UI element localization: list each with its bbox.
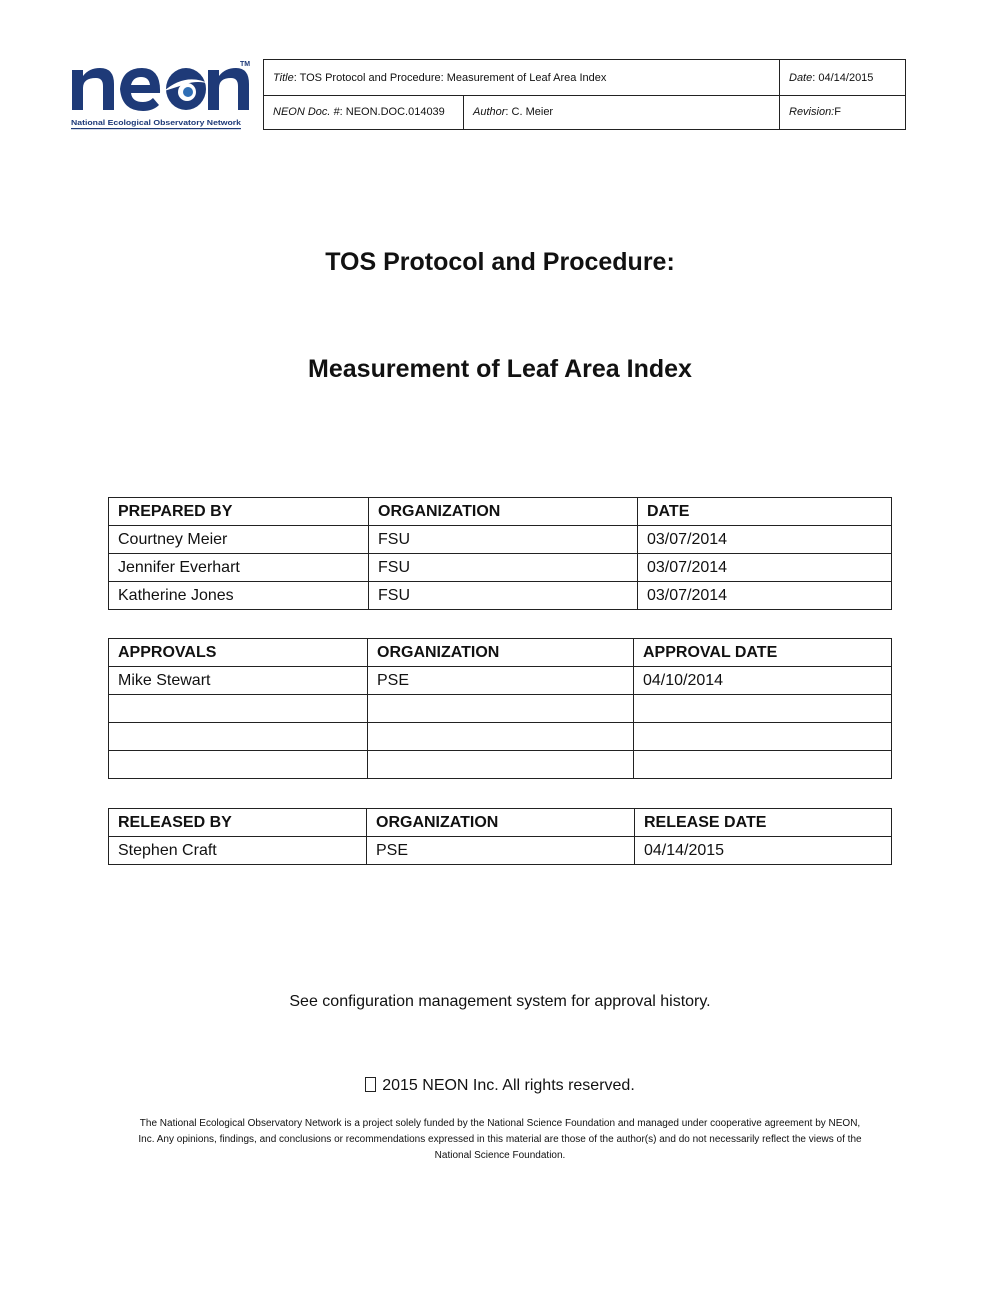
approver-name: [109, 751, 368, 779]
logo-eye-pupil: [183, 87, 193, 97]
header-row-doc: [264, 95, 905, 129]
table-row: [109, 695, 892, 723]
releaser-name: Stephen Craft: [109, 837, 367, 865]
table-row: [109, 554, 892, 582]
logo-letter-e: [120, 68, 160, 111]
header-date-value: : 04/14/2015: [812, 71, 874, 84]
logo-tagline: National Ecological Observatory Network: [71, 118, 242, 127]
table-row: [109, 723, 892, 751]
table-header-row: [109, 498, 892, 526]
header-author-label: Author: [473, 106, 506, 118]
table-row: [109, 837, 892, 865]
header-row-title: [264, 60, 905, 96]
preparer-name: Jennifer Everhart: [109, 554, 369, 582]
releaser-organization: PSE: [367, 837, 635, 865]
approver-organization: [368, 751, 634, 779]
approver-organization: PSE: [368, 667, 634, 695]
table-row: [109, 582, 892, 610]
column-header: ORGANIZATION: [369, 498, 638, 526]
logo-letter-n1: [72, 68, 114, 110]
approver-organization: [368, 695, 634, 723]
preparer-date: 03/07/2014: [638, 554, 892, 582]
header-title-cell: [264, 60, 780, 95]
preparer-date: 03/07/2014: [638, 582, 892, 610]
approver-name: Mike Stewart: [109, 667, 368, 695]
header-revision-label: Revision:: [789, 106, 835, 118]
header-title-label: Title: [273, 71, 294, 84]
column-header: APPROVAL DATE: [634, 639, 892, 667]
table-header-row: [109, 639, 892, 667]
header-revision-value: F: [834, 106, 841, 118]
header-title-value: : TOS Protocol and Procedure: Measurement of Leaf Area Index: [293, 71, 607, 84]
column-header: RELEASE DATE: [635, 809, 892, 837]
table-header-row: [109, 809, 892, 837]
approval-date: 04/10/2014: [634, 667, 892, 695]
approval-date: [634, 751, 892, 779]
preparer-organization: FSU: [369, 554, 638, 582]
header-doc-value: : NEON.DOC.014039: [339, 106, 445, 118]
preparer-organization: FSU: [369, 526, 638, 554]
preparer-date: 03/07/2014: [638, 526, 892, 554]
column-header: APPROVALS: [109, 639, 368, 667]
disclaimer-line: Inc. Any opinions, findings, and conclusions or recommendations expressed in this material are those of the author(s) and do not necessarily reflect the views of the: [138, 1134, 862, 1145]
column-header: DATE: [638, 498, 892, 526]
neon-logo: [70, 58, 250, 132]
approval-date: [634, 723, 892, 751]
funding-disclaimer: [115, 1116, 885, 1164]
approver-organization: [368, 723, 634, 751]
approval-date: [634, 695, 892, 723]
disclaimer-line: National Science Foundation.: [434, 1150, 566, 1161]
disclaimer-line: The National Ecological Observatory Network is a project solely funded by the National Science Foundation and managed under cooperative agreement by NEON,: [139, 1118, 861, 1129]
copyright-text: 2015 NEON Inc. All rights reserved.: [382, 1077, 635, 1094]
column-header: RELEASED BY: [109, 809, 367, 837]
logo-underline: [71, 128, 241, 129]
header-doc-label: NEON Doc. #: [273, 106, 340, 118]
column-header: PREPARED BY: [109, 498, 369, 526]
table-row: [109, 526, 892, 554]
copyright-line: [0, 1077, 1000, 1095]
header-revision-cell: [780, 95, 905, 129]
header-author-value: : C. Meier: [505, 106, 554, 118]
preparer-name: Katherine Jones: [109, 582, 369, 610]
table-row: [109, 667, 892, 695]
approver-name: [109, 695, 368, 723]
configuration-note: See configuration management system for approval history.: [289, 993, 711, 1010]
released-by-table: [108, 808, 892, 865]
release-date: 04/14/2015: [635, 837, 892, 865]
approvals-table: [108, 638, 892, 779]
document-header-table: [263, 59, 906, 130]
column-header: ORGANIZATION: [368, 639, 634, 667]
header-author-cell: [464, 95, 780, 129]
document-title-line1: TOS Protocol and Procedure:: [325, 248, 675, 276]
preparer-organization: FSU: [369, 582, 638, 610]
logo-trademark: TM: [240, 61, 250, 68]
copyright-symbol-icon: [365, 1077, 376, 1092]
header-date-label: Date: [789, 71, 813, 84]
table-row: [109, 751, 892, 779]
document-title-line2: Measurement of Leaf Area Index: [308, 355, 692, 383]
logo-letter-n2: [208, 68, 249, 110]
prepared-by-table: [108, 497, 892, 610]
header-doc-cell: [264, 95, 464, 129]
approver-name: [109, 723, 368, 751]
column-header: ORGANIZATION: [367, 809, 635, 837]
preparer-name: Courtney Meier: [109, 526, 369, 554]
header-date-cell: [780, 60, 905, 95]
